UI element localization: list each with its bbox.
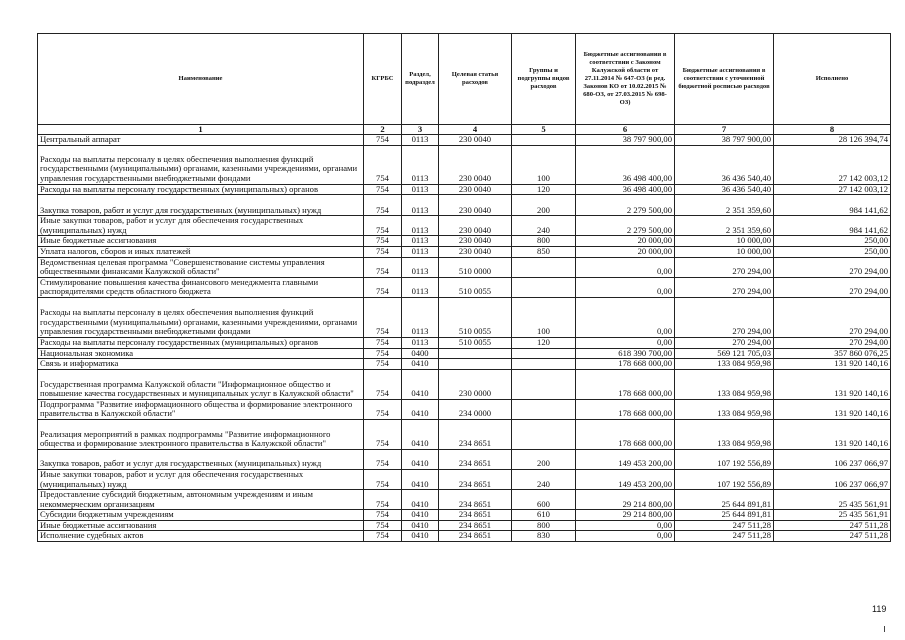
row-kgrbs: 754 bbox=[364, 510, 402, 521]
row-utoch: 36 436 540,40 bbox=[675, 184, 774, 195]
row-vid: 200 bbox=[512, 195, 576, 216]
row-razdel: 0410 bbox=[402, 531, 439, 542]
header-row bbox=[38, 34, 891, 125]
col-number: 1 bbox=[38, 125, 364, 135]
row-kgrbs: 754 bbox=[364, 337, 402, 348]
row-statya: 234 8651 bbox=[439, 520, 512, 531]
row-name: Расходы на выплаты персоналу государственных (муниципальных) органов bbox=[38, 184, 364, 195]
row-vid: 850 bbox=[512, 246, 576, 257]
row-kgrbs: 754 bbox=[364, 195, 402, 216]
row-name: Иные бюджетные ассигнования bbox=[38, 520, 364, 531]
row-utoch: 107 192 556,89 bbox=[675, 449, 774, 469]
row-utoch: 2 351 359,60 bbox=[675, 195, 774, 216]
row-kgrbs: 754 bbox=[364, 399, 402, 419]
row-kgrbs: 754 bbox=[364, 297, 402, 337]
row-statya: 510 0055 bbox=[439, 337, 512, 348]
row-utoch: 10 000,00 bbox=[675, 236, 774, 247]
row-kgrbs: 754 bbox=[364, 277, 402, 297]
row-ispolneno: 270 294,00 bbox=[774, 257, 891, 277]
row-vid: 610 bbox=[512, 510, 576, 521]
row-razdel: 0113 bbox=[402, 337, 439, 348]
table-row bbox=[38, 369, 891, 399]
table-body bbox=[38, 135, 891, 542]
row-ispolneno: 247 511,28 bbox=[774, 520, 891, 531]
table-row bbox=[38, 236, 891, 247]
row-vid bbox=[512, 257, 576, 277]
row-kgrbs: 754 bbox=[364, 246, 402, 257]
col-number: 2 bbox=[364, 125, 402, 135]
table-row bbox=[38, 359, 891, 370]
row-kgrbs: 754 bbox=[364, 520, 402, 531]
row-ispolneno: 131 920 140,16 bbox=[774, 359, 891, 370]
row-ispolneno: 250,00 bbox=[774, 236, 891, 247]
row-razdel: 0113 bbox=[402, 195, 439, 216]
row-name: Уплата налогов, сборов и иных платежей bbox=[38, 246, 364, 257]
row-kgrbs: 754 bbox=[364, 419, 402, 449]
column-number-row bbox=[38, 125, 891, 135]
row-statya: 230 0040 bbox=[439, 236, 512, 247]
col-number: 3 bbox=[402, 125, 439, 135]
row-budget: 36 498 400,00 bbox=[576, 184, 675, 195]
row-razdel: 0410 bbox=[402, 359, 439, 370]
row-razdel: 0113 bbox=[402, 236, 439, 247]
row-utoch: 107 192 556,89 bbox=[675, 469, 774, 489]
row-kgrbs: 754 bbox=[364, 145, 402, 184]
row-statya: 230 0040 bbox=[439, 216, 512, 236]
row-statya bbox=[439, 348, 512, 359]
row-name: Иные закупки товаров, работ и услуг для обеспечения государственных (муниципальных) нужд bbox=[38, 469, 364, 489]
table-row bbox=[38, 469, 891, 489]
row-utoch: 25 644 891,81 bbox=[675, 510, 774, 521]
row-ispolneno: 131 920 140,16 bbox=[774, 369, 891, 399]
table-row bbox=[38, 531, 891, 542]
row-ispolneno: 984 141,62 bbox=[774, 195, 891, 216]
row-kgrbs: 754 bbox=[364, 531, 402, 542]
row-statya: 230 0040 bbox=[439, 135, 512, 146]
row-statya bbox=[439, 359, 512, 370]
row-name: Закупка товаров, работ и услуг для государственных (муниципальных) нужд bbox=[38, 449, 364, 469]
col-number: 7 bbox=[675, 125, 774, 135]
row-utoch: 133 084 959,98 bbox=[675, 399, 774, 419]
col-header-razdel: Раздел, подраздел bbox=[402, 34, 439, 125]
row-vid bbox=[512, 359, 576, 370]
row-ispolneno: 27 142 003,12 bbox=[774, 145, 891, 184]
row-utoch: 38 797 900,00 bbox=[675, 135, 774, 146]
row-vid: 100 bbox=[512, 297, 576, 337]
row-ispolneno: 247 511,28 bbox=[774, 531, 891, 542]
row-ispolneno: 270 294,00 bbox=[774, 277, 891, 297]
row-budget: 0,00 bbox=[576, 531, 675, 542]
row-name: Стимулирование повышения качества финансового менеджмента главными распорядителями средств областного бюджета bbox=[38, 277, 364, 297]
row-budget: 29 214 800,00 bbox=[576, 510, 675, 521]
row-vid: 240 bbox=[512, 216, 576, 236]
row-vid: 200 bbox=[512, 449, 576, 469]
row-budget: 20 000,00 bbox=[576, 236, 675, 247]
table-row bbox=[38, 184, 891, 195]
row-statya: 234 8651 bbox=[439, 490, 512, 510]
row-ispolneno: 131 920 140,16 bbox=[774, 419, 891, 449]
row-kgrbs: 754 bbox=[364, 257, 402, 277]
row-statya: 234 8651 bbox=[439, 449, 512, 469]
row-razdel: 0113 bbox=[402, 216, 439, 236]
row-ispolneno: 270 294,00 bbox=[774, 337, 891, 348]
col-number: 6 bbox=[576, 125, 675, 135]
row-razdel: 0410 bbox=[402, 520, 439, 531]
row-budget: 0,00 bbox=[576, 257, 675, 277]
row-vid bbox=[512, 277, 576, 297]
table-row bbox=[38, 257, 891, 277]
row-utoch: 247 511,28 bbox=[675, 531, 774, 542]
table-row bbox=[38, 246, 891, 257]
row-name: Подпрограмма "Развитие информационного общества и формирование электронного правительства в Калужской области" bbox=[38, 399, 364, 419]
row-statya: 510 0055 bbox=[439, 277, 512, 297]
row-vid bbox=[512, 399, 576, 419]
row-vid: 800 bbox=[512, 236, 576, 247]
row-razdel: 0410 bbox=[402, 419, 439, 449]
row-vid: 800 bbox=[512, 520, 576, 531]
row-statya: 230 0000 bbox=[439, 369, 512, 399]
row-ispolneno: 28 126 394,74 bbox=[774, 135, 891, 146]
table-row bbox=[38, 337, 891, 348]
row-vid: 240 bbox=[512, 469, 576, 489]
table-row bbox=[38, 419, 891, 449]
row-budget: 2 279 500,00 bbox=[576, 216, 675, 236]
row-vid: 600 bbox=[512, 490, 576, 510]
row-utoch: 133 084 959,98 bbox=[675, 419, 774, 449]
row-ispolneno: 357 860 076,25 bbox=[774, 348, 891, 359]
row-utoch: 10 000,00 bbox=[675, 246, 774, 257]
row-budget: 36 498 400,00 bbox=[576, 145, 675, 184]
row-utoch: 25 644 891,81 bbox=[675, 490, 774, 510]
row-razdel: 0410 bbox=[402, 399, 439, 419]
row-name: Центральный аппарат bbox=[38, 135, 364, 146]
row-ispolneno: 106 237 066,97 bbox=[774, 469, 891, 489]
row-budget: 20 000,00 bbox=[576, 246, 675, 257]
table-row bbox=[38, 195, 891, 216]
row-razdel: 0113 bbox=[402, 297, 439, 337]
row-utoch: 133 084 959,98 bbox=[675, 359, 774, 370]
col-header-budget: Бюджетные ассигнования в соответствии с Законом Калужской области от 27.11.2014 № 647-ОЗ (в ред. Законов КО от 10.02.2015 № 680-ОЗ, от 27.03.2015 № 698-ОЗ) bbox=[576, 34, 675, 125]
row-kgrbs: 754 bbox=[364, 359, 402, 370]
row-statya: 234 0000 bbox=[439, 399, 512, 419]
row-kgrbs: 754 bbox=[364, 469, 402, 489]
col-number: 8 bbox=[774, 125, 891, 135]
row-razdel: 0113 bbox=[402, 257, 439, 277]
budget-table bbox=[37, 33, 891, 542]
row-ispolneno: 250,00 bbox=[774, 246, 891, 257]
row-budget: 178 668 000,00 bbox=[576, 369, 675, 399]
row-name: Предоставление субсидий бюджетным, автономным учреждениям и иным некоммерческим организациям bbox=[38, 490, 364, 510]
row-vid: 120 bbox=[512, 337, 576, 348]
table-row bbox=[38, 277, 891, 297]
row-name: Субсидии бюджетным учреждениям bbox=[38, 510, 364, 521]
col-header-vid: Группы и подгруппы видов расходов bbox=[512, 34, 576, 125]
row-ispolneno: 27 142 003,12 bbox=[774, 184, 891, 195]
row-name: Государственная программа Калужской области "Информационное общество и повышение качества государственных и муниципальных услуг в Калужской области" bbox=[38, 369, 364, 399]
row-statya: 234 8651 bbox=[439, 419, 512, 449]
row-statya: 510 0055 bbox=[439, 297, 512, 337]
row-budget: 0,00 bbox=[576, 337, 675, 348]
row-utoch: 569 121 705,03 bbox=[675, 348, 774, 359]
row-vid bbox=[512, 419, 576, 449]
row-name: Реализация мероприятий в рамках подпрограммы "Развитие информационного общества и формирование электронного правительства в Калужской области" bbox=[38, 419, 364, 449]
row-ispolneno: 25 435 561,91 bbox=[774, 510, 891, 521]
row-statya: 234 8651 bbox=[439, 531, 512, 542]
row-razdel: 0410 bbox=[402, 369, 439, 399]
row-budget: 0,00 bbox=[576, 520, 675, 531]
row-utoch: 270 294,00 bbox=[675, 257, 774, 277]
table-row bbox=[38, 490, 891, 510]
table-row bbox=[38, 216, 891, 236]
col-header-utoch: Бюджетные ассигнования в соответствии с уточненной бюджетной росписью расходов bbox=[675, 34, 774, 125]
row-budget: 149 453 200,00 bbox=[576, 449, 675, 469]
row-kgrbs: 754 bbox=[364, 369, 402, 399]
row-vid bbox=[512, 135, 576, 146]
table-row bbox=[38, 348, 891, 359]
row-statya: 230 0040 bbox=[439, 246, 512, 257]
row-statya: 230 0040 bbox=[439, 195, 512, 216]
row-budget: 0,00 bbox=[576, 277, 675, 297]
row-utoch: 36 436 540,40 bbox=[675, 145, 774, 184]
row-razdel: 0410 bbox=[402, 490, 439, 510]
row-kgrbs: 754 bbox=[364, 348, 402, 359]
row-name: Связь и информатика bbox=[38, 359, 364, 370]
row-name: Исполнение судебных актов bbox=[38, 531, 364, 542]
row-name: Расходы на выплаты персоналу в целях обеспечения выполнения функций государственными (муниципальными) органами, казенными учреждениями, органами управления государственными внебюджетными фондами bbox=[38, 145, 364, 184]
row-kgrbs: 754 bbox=[364, 135, 402, 146]
row-ispolneno: 984 141,62 bbox=[774, 216, 891, 236]
row-razdel: 0113 bbox=[402, 277, 439, 297]
row-razdel: 0113 bbox=[402, 145, 439, 184]
row-vid: 120 bbox=[512, 184, 576, 195]
row-razdel: 0113 bbox=[402, 184, 439, 195]
row-kgrbs: 754 bbox=[364, 490, 402, 510]
row-utoch: 133 084 959,98 bbox=[675, 369, 774, 399]
row-budget: 618 390 700,00 bbox=[576, 348, 675, 359]
page-number: 119 bbox=[872, 604, 887, 614]
row-utoch: 270 294,00 bbox=[675, 337, 774, 348]
row-vid bbox=[512, 369, 576, 399]
row-statya: 234 8651 bbox=[439, 469, 512, 489]
row-vid bbox=[512, 348, 576, 359]
row-razdel: 0410 bbox=[402, 449, 439, 469]
row-ispolneno: 106 237 066,97 bbox=[774, 449, 891, 469]
row-ispolneno: 270 294,00 bbox=[774, 297, 891, 337]
row-utoch: 247 511,28 bbox=[675, 520, 774, 531]
row-razdel: 0410 bbox=[402, 469, 439, 489]
row-kgrbs: 754 bbox=[364, 184, 402, 195]
row-kgrbs: 754 bbox=[364, 216, 402, 236]
row-name: Ведомственная целевая программа "Совершенствование системы управления общественными финансами Калужской области" bbox=[38, 257, 364, 277]
table-row bbox=[38, 135, 891, 146]
row-kgrbs: 754 bbox=[364, 449, 402, 469]
row-statya: 230 0040 bbox=[439, 145, 512, 184]
row-budget: 29 214 800,00 bbox=[576, 490, 675, 510]
row-name: Иные бюджетные ассигнования bbox=[38, 236, 364, 247]
table-row bbox=[38, 399, 891, 419]
row-name: Расходы на выплаты персоналу в целях обеспечения выполнения функций государственными (муниципальными) органами, казенными учреждениями, органами управления государственными внебюджетными фондами bbox=[38, 297, 364, 337]
row-kgrbs: 754 bbox=[364, 236, 402, 247]
row-budget: 149 453 200,00 bbox=[576, 469, 675, 489]
col-header-name: Наименование bbox=[38, 34, 364, 125]
row-ispolneno: 131 920 140,16 bbox=[774, 399, 891, 419]
row-razdel: 0113 bbox=[402, 246, 439, 257]
table-row bbox=[38, 510, 891, 521]
row-name: Иные закупки товаров, работ и услуг для обеспечения государственных (муниципальных) нужд bbox=[38, 216, 364, 236]
row-vid: 830 bbox=[512, 531, 576, 542]
table-row bbox=[38, 449, 891, 469]
row-statya: 234 8651 bbox=[439, 510, 512, 521]
row-razdel: 0410 bbox=[402, 510, 439, 521]
col-header-statya: Целевая статья расходов bbox=[439, 34, 512, 125]
row-budget: 2 279 500,00 bbox=[576, 195, 675, 216]
row-budget: 178 668 000,00 bbox=[576, 419, 675, 449]
col-number: 4 bbox=[439, 125, 512, 135]
row-razdel: 0113 bbox=[402, 135, 439, 146]
row-budget: 38 797 900,00 bbox=[576, 135, 675, 146]
row-budget: 0,00 bbox=[576, 297, 675, 337]
row-name: Расходы на выплаты персоналу государственных (муниципальных) органов bbox=[38, 337, 364, 348]
col-header-kgrbs: КГРБС bbox=[364, 34, 402, 125]
row-ispolneno: 25 435 561,91 bbox=[774, 490, 891, 510]
table-row bbox=[38, 145, 891, 184]
row-statya: 510 0000 bbox=[439, 257, 512, 277]
table-row bbox=[38, 520, 891, 531]
table-row bbox=[38, 297, 891, 337]
row-name: Национальная экономика bbox=[38, 348, 364, 359]
row-utoch: 2 351 359,60 bbox=[675, 216, 774, 236]
row-utoch: 270 294,00 bbox=[675, 297, 774, 337]
row-razdel: 0400 bbox=[402, 348, 439, 359]
scan-mark bbox=[884, 626, 885, 632]
row-budget: 178 668 000,00 bbox=[576, 399, 675, 419]
row-budget: 178 668 000,00 bbox=[576, 359, 675, 370]
col-number: 5 bbox=[512, 125, 576, 135]
row-statya: 230 0040 bbox=[439, 184, 512, 195]
row-name: Закупка товаров, работ и услуг для государственных (муниципальных) нужд bbox=[38, 195, 364, 216]
row-utoch: 270 294,00 bbox=[675, 277, 774, 297]
row-vid: 100 bbox=[512, 145, 576, 184]
col-header-ispolneno: Исполнено bbox=[774, 34, 891, 125]
